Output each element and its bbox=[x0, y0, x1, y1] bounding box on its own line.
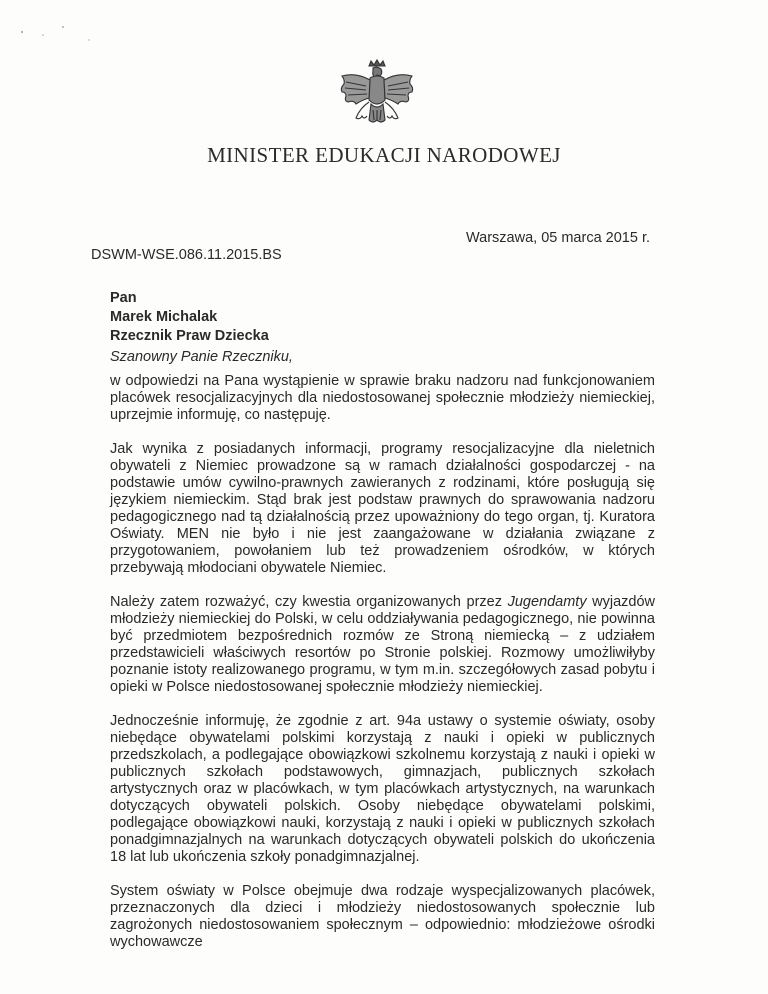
reference-number: DSWM-WSE.086.11.2015.BS bbox=[91, 247, 282, 263]
italic-term: Jugendamty bbox=[507, 594, 587, 610]
salutation: Szanowny Panie Rzeczniku, bbox=[110, 349, 293, 365]
addressee-position: Rzecznik Praw Dziecka bbox=[110, 328, 269, 344]
addressee-name: Marek Michalak bbox=[110, 309, 218, 325]
place-and-date: Warszawa, 05 marca 2015 r. bbox=[466, 230, 651, 246]
scan-specks bbox=[0, 0, 120, 60]
eagle-emblem-icon bbox=[336, 58, 418, 144]
paragraph: w odpowiedzi na Pana wystąpienie w sprawie braku nadzoru nad funkcjonowaniem placówek resocjalizacyjnych dla niedostosowanej społecznie młodzieży niemieckiej, uprzejmie informuję, co następuję. bbox=[110, 373, 655, 423]
paragraph: System oświaty w Polsce obejmuje dwa rodzaje wyspecjalizowanych placówek, przeznaczonych dla dzieci i młodzieży niedostosowanych społecznie lub zagrożonych niedostosowaniem społecznym – odpowiednio: młodzieżowe ośrodki wychowawcze bbox=[110, 883, 655, 950]
addressee-title: Pan bbox=[110, 290, 137, 306]
paragraph-text: Należy zatem rozważyć, czy kwestia organizowanych przez bbox=[110, 594, 508, 610]
paragraph: Jak wynika z posiadanych informacji, programy resocjalizacyjne dla nieletnich obywateli z Niemiec prowadzone są w ramach działalności gospodarczej - na podstawie umów cywilno-prawnych zawieranych z rodzinami, które posługują się językiem niemieckim. Stąd brak jest podstaw prawnych do sprawowania nadzoru pedagogicznego nad tą działalnością przez upoważniony do tego organ, tj. Kuratora Oświaty. MEN nie było i nie jest zaangażowane w działania związane z przygotowaniem, powołaniem lub też prowadzeniem ośrodków, w których przebywają młodociani obywatele Niemiec. bbox=[110, 441, 655, 576]
ministry-header: MINISTER EDUKACJI NARODOWEJ bbox=[207, 143, 561, 167]
paragraph-text: wyjazdów młodzieży niemieckiej do Polski, w celu oddziaływania pedagogicznego, nie powinna być przedmiotem bezpośrednich rozmów ze Stroną niemiecką – z udziałem przedstawicieli właściwych resortów po Stronie polskiej. Rozmowy umożliwiłyby poznanie istoty realizowanego programu, w tym m.in. szczegółowych zasad pobytu i opieki w Polsce niedostosowanej społecznie młodzieży niemieckiej. bbox=[110, 594, 656, 695]
letter-body bbox=[110, 373, 655, 951]
paragraph: Jednocześnie informuję, że zgodnie z art. 94a ustawy o systemie oświaty, osoby niebędące obywatelami polskimi korzystają z nauki i opieki w publicznych przedszkolach, a podlegające obowiązkowi szkolnemu korzystają z nauki i opieki w publicznych szkołach podstawowych, gimnazjach, publicznych szkołach artystycznych oraz w placówkach, w tym placówkach artystycznych, na warunkach dotyczących obywateli polskich. Osoby niebędące obywatelami polskimi, podlegające obowiązkowi nauki, korzystają z nauki i opieki w publicznych szkołach ponadgimnazjalnych na warunkach dotyczących obywateli polskich do ukończenia 18 lat lub ukończenia szkoły ponadgimnazjalnej. bbox=[110, 713, 655, 865]
paragraph bbox=[110, 594, 655, 696]
addressee-block bbox=[110, 289, 269, 346]
